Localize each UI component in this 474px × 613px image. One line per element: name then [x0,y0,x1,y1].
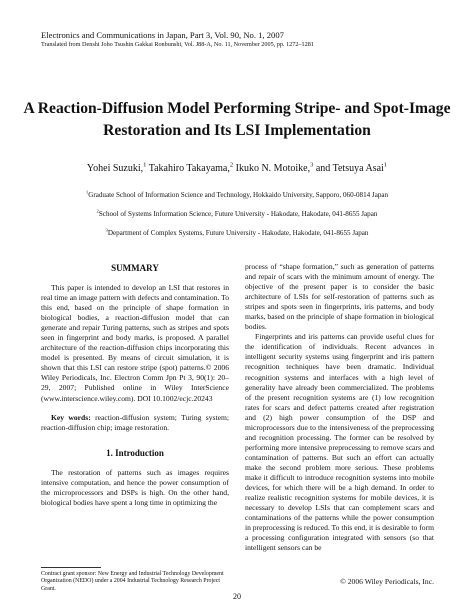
summary-heading: SUMMARY [111,263,159,273]
page-number: 20 [233,592,241,601]
body-paragraph-1: process of “shape formation,” such as generation of patterns and repair of scars with the minimum amount of energy. The objective of the present paper is to consider the basic architecture of LSIs for self-restoration of patterns such as stripes and spots seen in fingerprints, iris patterns, and body marks, based on the principle of shape formation in biological bodies. [245,262,434,332]
paper-title [20,98,454,142]
affiliation-1: $^1$Graduate School of Information Science and Technology, Hokkaido University, Sapporo, 060-0814 Japan [85,189,389,199]
translation-note: Translated from Denshi Joho Tsushin Gakkai Ronbunshi, Vol. J88-A, No. 11, November 2005, pp. 1272–1281 [41,41,314,48]
copyright-notice: © 2006 Wiley Periodicals, Inc. [340,577,434,586]
summary-text: This paper is intended to develop an LSI that restores in real time an image pattern with defects and contamination. To this end, based on the principle of shape formation in biological bodies, a reaction-diffusion model that can generate and repair Turing patterns, such as stripes and spots seen in fingerprint and body marks, is proposed. A parallel architecture of the reaction-diffusion chips incorporating this model is presented. By means of circuit simulation, it is shown that this LSI can restore stripe (spot) patterns.© 2006 Wiley Periodicals, Inc. Electron Comm Jpn Pt 3, 90(1): 20–29, 2007; Published online in Wiley InterScience (www.interscience.wiley.com). DOI 10.1002/ecjc.20243 [41,283,229,403]
affiliation-2: $^2$School of Systems Information Science, Future University - Hakodate, Hakodate, 041-8655 Japan [96,208,378,218]
title-line-1: A Reaction-Diffusion Model Performing Stripe- and Spot-Image [23,100,451,117]
grant-footnote: Contract grant sponsor: New Energy and Industrial Technology Development Organization (NEDO) under a 2004 Industrial Technology Research Project Grant. [41,571,224,592]
right-column [245,262,434,553]
author-3: Ikuko N. Motoike,$^3$ [233,161,314,174]
author-list [20,163,454,175]
author-4: and Tetsuya Asai$^1$ [313,161,388,174]
body-paragraph-2: Fingerprints and iris patterns can provide useful clues for the identification of individuals. Recent advances in intelligent security systems using fingerprint and iris pattern recognition techniques have been dramatic. Individual recognition systems and interfaces with a high level of generality have already been commercialized. The problems of the present recognition systems are (1) low recognition rates for scars and defect patterns created after registration and (2) high power consumption of the DSP and microprocessors due to the intensiveness of the preprocessing and recognition processing. The former can be resolved by performing more intensive preprocessing to remove scars and contamination of patterns. But such an effort can actually make the second problem more serious. These problems make it difficult to introduce recognition systems into mobile devices, for which there will be a high demand. In order to realize realistic recognition systems for mobile devices, it is necessary to develop LSIs that can complement scars and contaminations of the patterns while the power consumption in preprocessing is reduced. To this end, it is desirable to form a processing configuration integrated with sensors (so that intelligent sensors can be [245,332,434,553]
introduction-text: The restoration of patterns such as images requires intensive computation, and hence the power consumption of the microprocessors and DSPs is high. On the other hand, biological bodies have spent a long time in optimizing the [41,467,229,507]
affiliation-3: $^3$Department of Complex Systems, Future University - Hakodate, Hakodate, 041-8655 Japan [105,227,369,237]
keywords-label: Key words: [51,412,91,422]
title-line-2: Restoration and Its LSI Implementation [103,122,371,139]
author-1: Yohei Suzuki,$^1$ [86,161,147,174]
introduction-heading: 1. Introduction [106,447,164,458]
author-2: Takahiro Takayama,$^2$ [146,161,234,174]
keywords-text: reaction-diffusion system; Turing system; reaction-diffusion chip; image restoration. [41,412,229,432]
journal-header: Electronics and Communications in Japan, Part 3, Vol. 90, No. 1, 2007 [41,30,284,40]
footnote-rule [41,567,101,568]
left-column [41,262,229,508]
keywords [41,413,229,433]
